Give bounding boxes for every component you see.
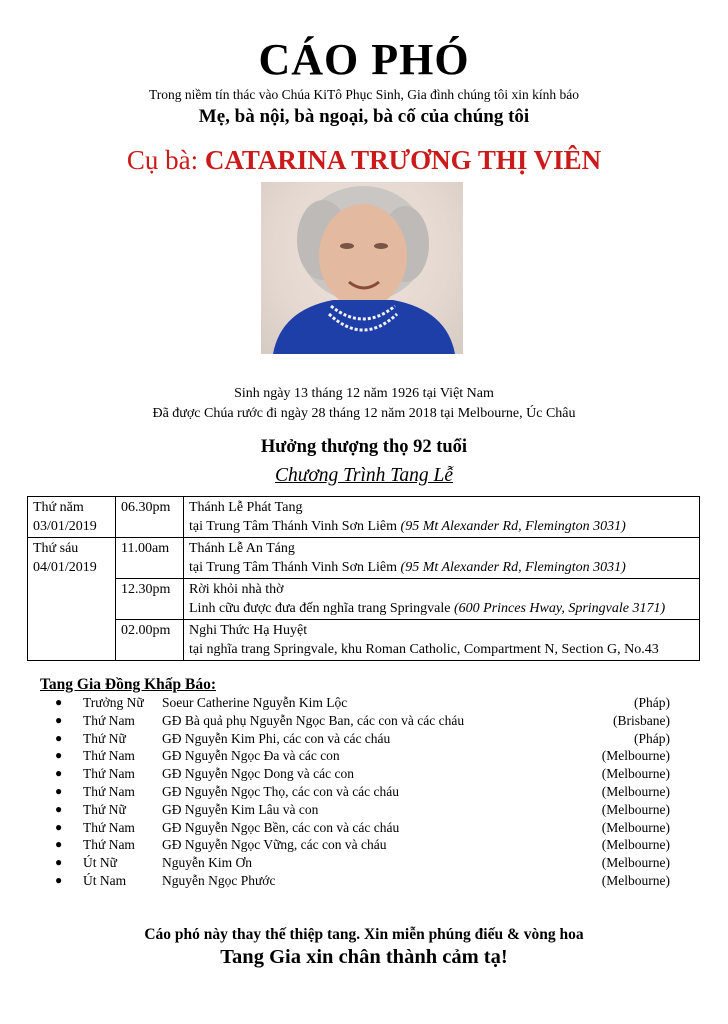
death-info: Đã được Chúa rước đi ngày 28 tháng 12 năm 2018 tại Melbourne, Úc Châu [152,406,576,421]
schedule-day-cell [28,538,116,661]
schedule-day: Thứ sáu [33,541,79,556]
age-info: Hưởng thượng thọ 92 tuổi [260,437,468,457]
footer-thanks: Tang Gia xin chân thành cảm tạ! [220,946,508,968]
schedule-event: Rời khỏi nhà thờ [189,582,284,597]
page-title: CÁO PHÓ [258,35,470,84]
mourner-relation: Thứ Nam [83,766,135,782]
list-item [55,747,670,765]
mourner-relation: Thứ Nam [83,837,135,853]
mourner-name: Soeur Catherine Nguyễn Kim Lộc [162,695,348,710]
mourner-location: (Pháp) [634,730,670,746]
birth-info: Sinh ngày 13 tháng 12 năm 1926 tại Việt Nam [234,386,494,401]
bullet-icon: ● [55,695,63,709]
deceased-name: CATARINA TRƯƠNG THỊ VIÊN [204,145,602,175]
schedule-address: (600 Princes Hway, Springvale 3171) [454,601,666,616]
schedule-place: Linh cữu được đưa đến nghĩa trang Springvale [189,601,454,616]
funeral-schedule-table [27,496,700,661]
deceased-name-line [0,145,728,176]
table-row [28,579,700,620]
mourner-name: GĐ Nguyễn Ngọc Dong và các con [162,766,354,782]
list-item [55,730,670,748]
mourner-relation: Thứ Nữ [83,801,126,817]
list-item [55,854,670,872]
mourner-relation: Trưởng Nữ [83,695,144,710]
mourners-list [55,694,670,890]
table-row [28,538,700,579]
schedule-address: (95 Mt Alexander Rd, Flemington 3031) [400,560,626,575]
list-item [55,694,670,712]
list-item [55,819,670,837]
schedule-date: 03/01/2019 [33,519,97,534]
mourner-location: (Melbourne) [601,748,670,764]
mourner-location: (Melbourne) [601,783,670,799]
mourner-name: GĐ Nguyễn Kim Phi, các con và các cháu [162,730,391,746]
mourner-name: GĐ Nguyễn Ngọc Đa và các con [162,748,340,764]
mourner-relation: Thứ Nam [83,783,135,799]
mourner-location: (Melbourne) [601,766,670,782]
list-item [55,712,670,730]
schedule-event: Nghi Thức Hạ Huyệt [189,623,308,638]
schedule-time: 12.30pm [116,579,184,620]
program-title: Chương Trình Tang Lễ [274,465,453,486]
mourner-name: GĐ Bà quả phụ Nguyễn Ngọc Ban, các con và các cháu [162,712,465,728]
name-prefix: Cụ bà: [126,145,199,175]
schedule-address: (95 Mt Alexander Rd, Flemington 3031) [400,519,626,534]
bullet-icon: ● [55,819,63,834]
relation-text: Mẹ, bà nội, bà ngoại, bà cố của chúng tôi [198,106,530,127]
schedule-time: 11.00am [116,538,184,579]
mourner-location: (Melbourne) [601,855,670,871]
list-item [55,765,670,783]
schedule-event-cell [184,579,700,620]
mourner-name: GĐ Nguyễn Ngọc Vững, các con và cháu [162,837,387,853]
intro-text: Trong niềm tín thác vào Chúa KiTô Phục Sinh, Gia đình chúng tôi xin kính báo [149,87,579,102]
schedule-event: Thánh Lễ An Táng [189,541,295,556]
mourner-relation: Út Nam [83,872,127,888]
table-row [28,620,700,661]
portrait-photo [261,182,463,354]
list-item [55,872,670,890]
table-row [28,497,700,538]
schedule-time: 06.30pm [116,497,184,538]
mourner-name: GĐ Nguyễn Kim Lâu và con [162,801,319,817]
mourner-location: (Pháp) [634,695,670,710]
bullet-icon: ● [55,837,63,852]
mourners-title: Tang Gia Đồng Khấp Báo: [40,676,217,693]
mourner-location: (Melbourne) [601,819,670,835]
mourner-location: (Melbourne) [601,801,670,817]
schedule-place: tại nghĩa trang Springvale, khu Roman Catholic, Compartment N, Section G, No.43 [189,642,659,657]
schedule-event-cell [184,538,700,579]
schedule-day: Thứ năm [33,500,84,515]
schedule-event-cell [184,497,700,538]
list-item [55,836,670,854]
schedule-day-cell [28,497,116,538]
bullet-icon: ● [55,872,63,887]
bullet-icon: ● [55,783,63,798]
mourner-name: GĐ Nguyễn Ngọc Thọ, các con và các cháu [162,783,400,799]
mourner-relation: Thứ Nam [83,748,135,764]
bullet-icon: ● [55,748,63,763]
bullet-icon: ● [55,730,63,745]
mourner-relation: Thứ Nữ [83,730,126,746]
schedule-date: 04/01/2019 [33,560,97,575]
mourner-relation: Thứ Nam [83,712,135,728]
bullet-icon: ● [55,801,63,816]
footer-note: Cáo phó này thay thế thiệp tang. Xin miễn phúng điếu & vòng hoa [144,926,584,943]
list-item [55,783,670,801]
mourner-relation: Thứ Nam [83,819,135,835]
mourner-name: GĐ Nguyễn Ngọc Bền, các con và các cháu [162,819,400,835]
schedule-place: tại Trung Tâm Thánh Vinh Sơn Liêm [189,560,401,575]
schedule-place: tại Trung Tâm Thánh Vinh Sơn Liêm [189,519,401,534]
mourner-name: Nguyễn Ngọc Phước [162,872,276,888]
mourner-relation: Út Nữ [83,855,117,871]
bullet-icon: ● [55,766,63,781]
mourner-name: Nguyễn Kim Ơn [162,855,252,871]
schedule-event: Thánh Lễ Phát Tang [189,500,303,515]
list-item [55,801,670,819]
mourner-location: (Brisbane) [613,712,670,728]
mourner-location: (Melbourne) [601,872,670,888]
bullet-icon: ● [55,855,63,870]
schedule-time: 02.00pm [116,620,184,661]
schedule-event-cell [184,620,700,661]
bullet-icon: ● [55,712,63,727]
mourner-location: (Melbourne) [601,837,670,853]
